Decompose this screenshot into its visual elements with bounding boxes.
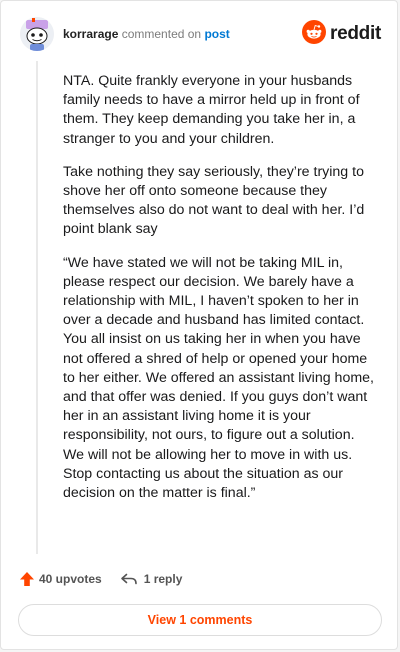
post-link[interactable]: post <box>204 27 230 41</box>
reddit-wordmark: reddit <box>330 23 381 44</box>
view-comments-button[interactable]: View 1 comments <box>18 604 382 636</box>
reply-button[interactable] <box>120 571 183 587</box>
reddit-logo-icon <box>302 20 326 49</box>
reply-count: 1 reply <box>143 572 183 586</box>
comment-meta <box>63 27 230 41</box>
reply-arrow-icon <box>120 571 138 587</box>
comment-header <box>1 1 397 67</box>
comment-body <box>63 72 375 517</box>
username-link[interactable]: korrarage <box>63 27 119 41</box>
comment-paragraph: NTA. Quite frankly everyone in your husbands family needs to have a mirror held up in front of them. They keep demanding you take her in, a stranger to you and your children. <box>63 73 360 147</box>
snoo-avatar-icon[interactable] <box>20 17 54 51</box>
comment-actions <box>19 567 182 591</box>
comment-paragraph: Take nothing they say seriously, they’re trying to shove her off onto someone because they themselves also do not want to deal with her. I’d point blank say <box>63 163 365 238</box>
comment-paragraph: “We have stated we will not be taking MIL in, please respect our decision. We barely have a relationship with MIL, I haven’t spoken to her in over a decade and husband has limited contact. You all insist on us taking her in when you have not offered a shred of help or opened your home to her either. We offered an assistant living home, and that offer was denied. If you guys don’t want her in an assistant living home it is your responsibility, not ours, to figure out a solution. We will not be allowing her to move in with us. Stop contacting us about the situation as our decision on the matter is final.” <box>63 254 374 502</box>
commented-on-text: commented on <box>121 27 202 41</box>
reddit-brand[interactable] <box>302 21 381 47</box>
upvote-count: 40 upvotes <box>39 572 102 586</box>
thread-line[interactable] <box>36 61 38 554</box>
upvote-arrow-icon <box>19 571 35 587</box>
upvote-button[interactable] <box>19 571 102 587</box>
